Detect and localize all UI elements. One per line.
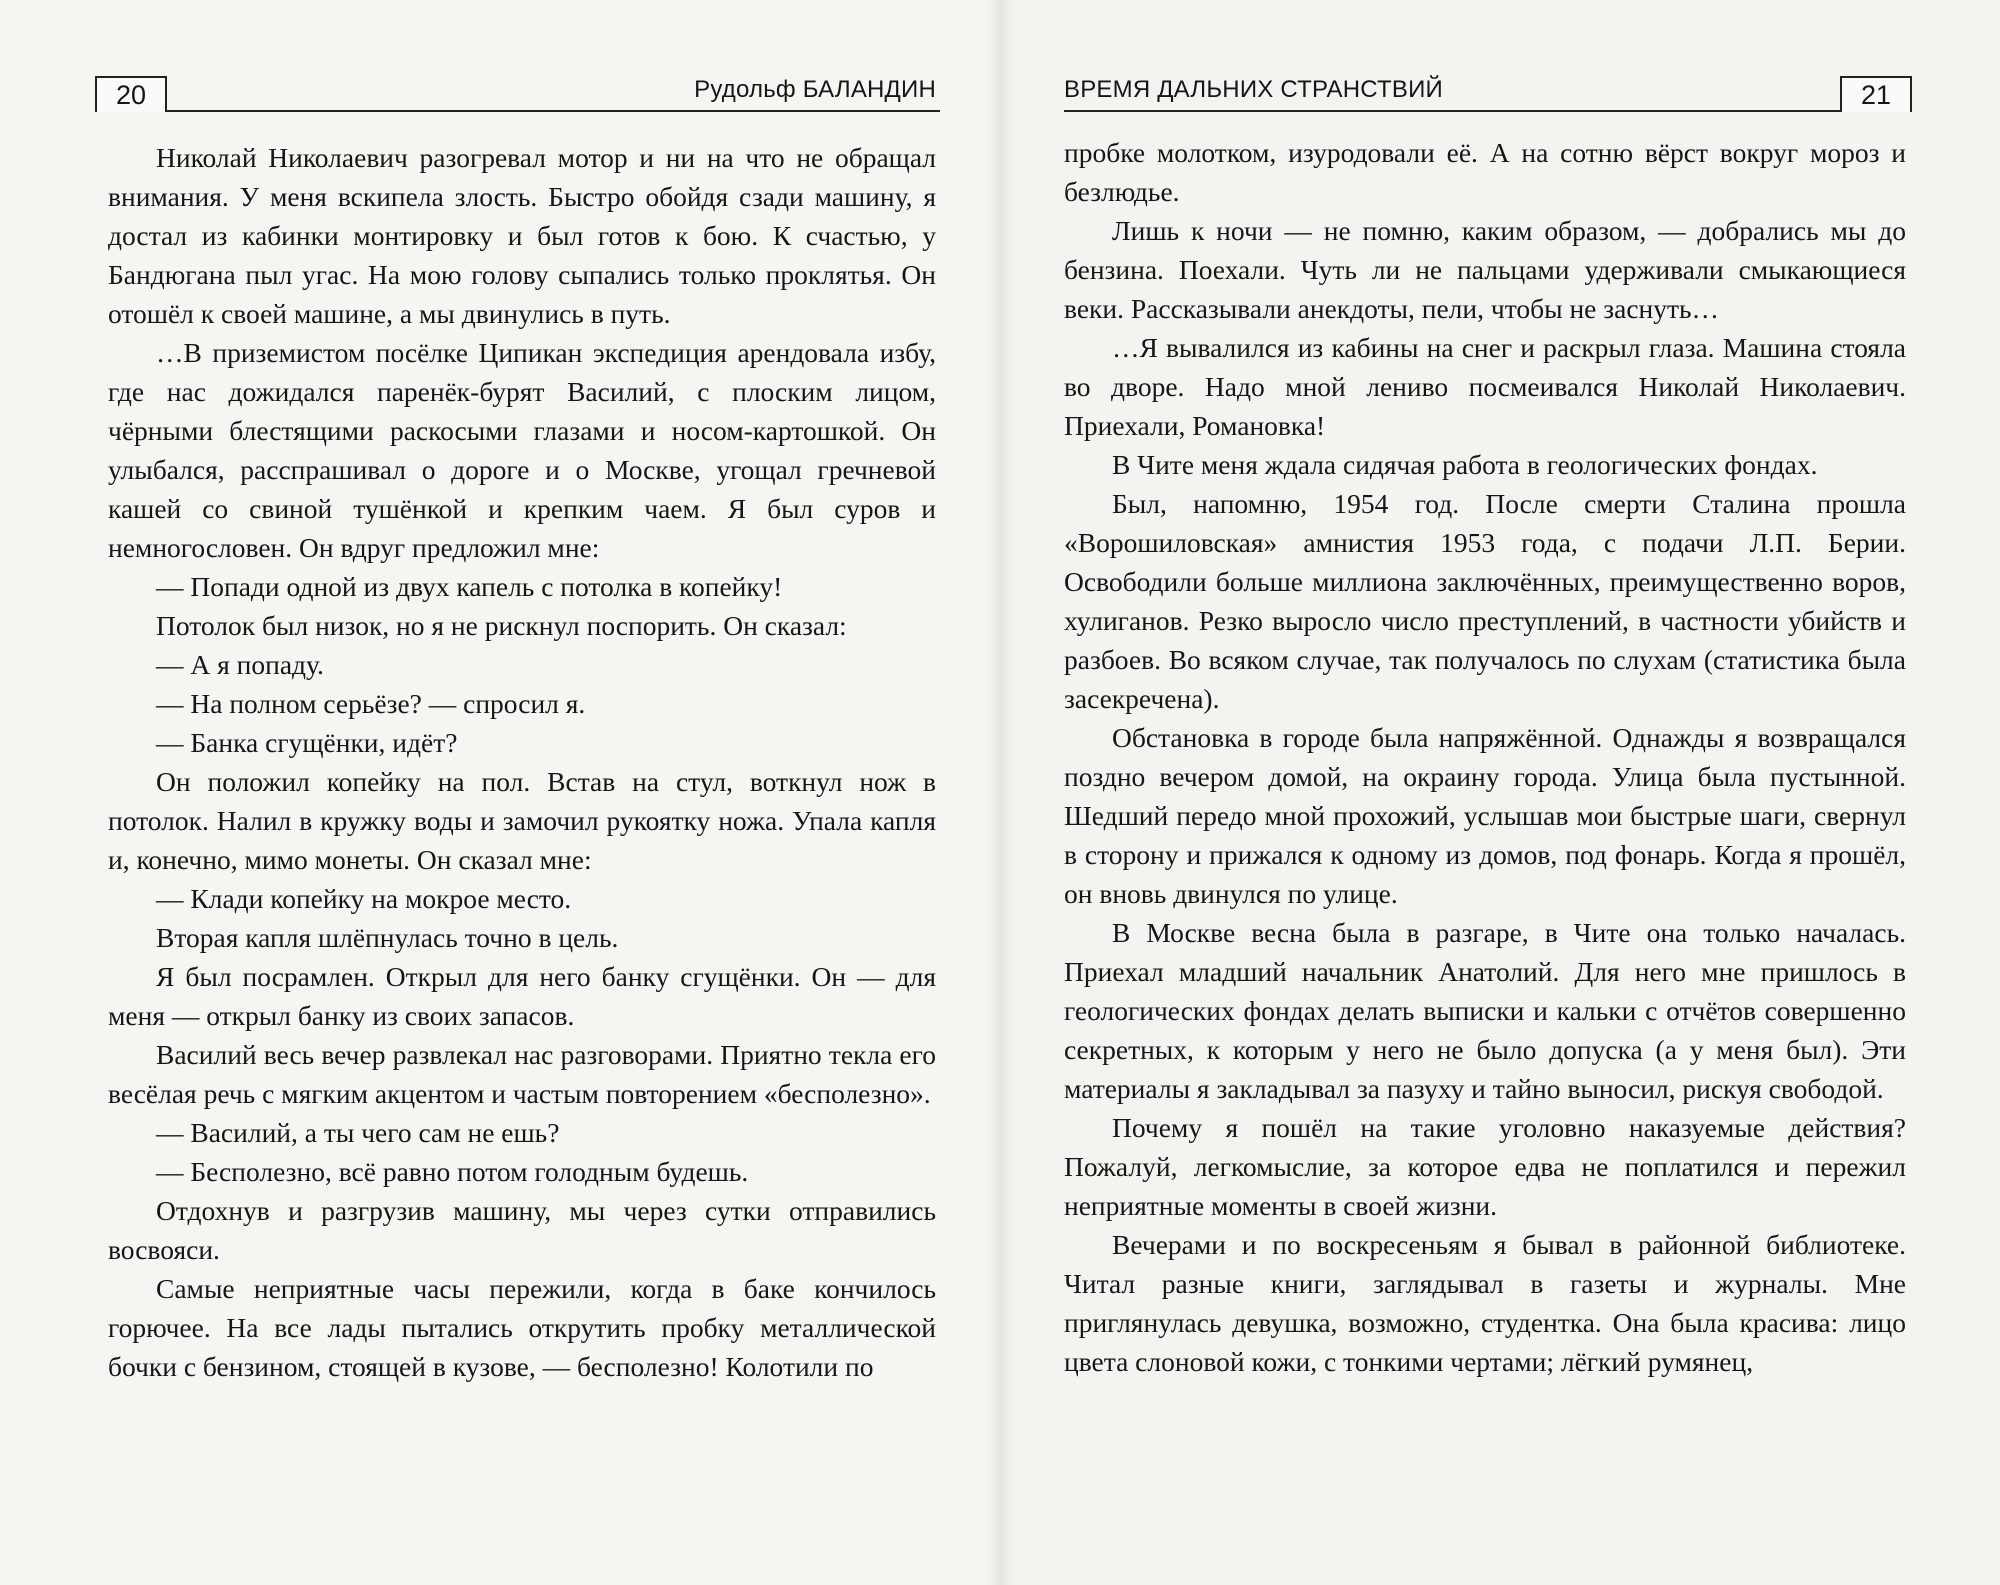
dialogue-line: — А я попаду. <box>156 649 324 680</box>
right-page <box>1000 0 2000 1585</box>
right-page-header <box>1064 68 1912 112</box>
paragraph: Василий весь вечер развлекал нас разговорами. Приятно текла его весёлая речь с мягким акцентом и частым повторением «бесполезно». <box>108 1039 936 1109</box>
paragraph: …В приземистом посёлке Ципикан экспедиция арендовала избу, где нас дожидался паренёк-бурят Василий, с плоским лицом, чёрными блестящими раскосыми глазами и носом-картошкой. Он улыбался, расспрашивал о дороге и о Москве, угощал гречневой кашей со свиной тушёнкой и крепким чаем. Я был суров и немногословен. Он вдруг предложил мне: <box>108 337 936 563</box>
paragraph: Он положил копейку на пол. Встав на стул, воткнул нож в потолок. Налил в кружку воды и замочил рукоятку ножа. Упала капля и, конечно, мимо монеты. Он сказал мне: <box>108 766 936 875</box>
paragraph: Николай Николаевич разогревал мотор и ни на что не обращал внимания. У меня вскипела злость. Быстро обойдя сзади машину, я достал из кабинки монтировку и был готов к бою. К счастью, у Бандюгана пыл угас. На мою голову сыпались только проклятья. Он отошёл к своей машине, а мы двинулись в путь. <box>108 142 936 329</box>
paragraph: Самые неприятные часы пережили, когда в баке кончилось горючее. На все лады пытались открутить пробку металлической бочки с бензином, стоящей в кузове, — бесполезно! Колотили по <box>108 1273 936 1382</box>
right-page-body <box>1064 133 1906 1381</box>
paragraph: В Москве весна была в разгаре, в Чите она только началась. Приехал младший начальник Анатолий. Для него мне пришлось в геологических фондах делать выписки и кальки с отчётов совершенно секретных, к которым у него не было допуска (а у меня был). Эти материалы я закладывал за пазуху и тайно выносил, рискуя свободой. <box>1064 917 1906 1104</box>
dialogue-line: — Клади копейку на мокрое место. <box>156 883 572 914</box>
left-page-header <box>95 68 940 112</box>
dialogue-line: — Банка сгущёнки, идёт? <box>156 727 458 758</box>
paragraph: …Я вывалился из кабины на снег и раскрыл глаза. Машина стояла во дворе. Надо мной лениво посмеивался Николай Николаевич. Приехали, Романовка! <box>1064 332 1906 441</box>
paragraph: В Чите меня ждала сидячая работа в геологических фондах. <box>1112 449 1818 480</box>
paragraph: Обстановка в городе была напряжённой. Однажды я возвращался поздно вечером домой, на окраину города. Улица была пустынной. Шедший передо мной прохожий, услышав мои быстрые шаги, свернул в сторону и прижался к одному из домов, под фонарь. Когда я прошёл, он вновь двинулся по улице. <box>1064 722 1906 909</box>
dialogue-line: — Попади одной из двух капель с потолка в копейку! <box>156 571 783 602</box>
page-number-left: 20 <box>95 76 167 112</box>
dialogue-line: — На полном серьёзе? — спросил я. <box>156 688 586 719</box>
paragraph: Лишь к ночи — не помню, каким образом, — добрались мы до бензина. Поехали. Чуть ли не пальцами удерживали смыкающиеся веки. Рассказывали анекдоты, пели, чтобы не заснуть… <box>1064 215 1906 324</box>
paragraph: Был, напомню, 1954 год. После смерти Сталина прошла «Ворошиловская» амнистия 1953 года, с подачи Л.П. Берии. Освободили больше миллиона заключённых, преимущественно воров, хулиганов. Резко выросло число преступлений, в частности убийств и разбоев. Во всяком случае, так получалось по слухам (статистика была засекречена). <box>1064 488 1906 714</box>
paragraph: Почему я пошёл на такие уголовно наказуемые действия? Пожалуй, легкомыслие, за которое едва не поплатился и пережил неприятные моменты в своей жизни. <box>1064 1112 1906 1221</box>
paragraph: Потолок был низок, но я не рискнул поспорить. Он сказал: <box>156 610 847 641</box>
left-page-body <box>108 138 936 1386</box>
paragraph: Вечерами и по воскресеньям я бывал в районной библиотеке. Читал разные книги, заглядывал в газеты и журналы. Мне приглянулась девушка, возможно, студентка. Она была красива: лицо цвета слоновой кожи, с тонкими чертами; лёгкий румянец, <box>1064 1229 1906 1377</box>
dialogue-line: — Василий, а ты чего сам не ешь? <box>156 1117 560 1148</box>
book-gutter <box>985 0 1015 1585</box>
running-head-title: ВРЕМЯ ДАЛЬНИХ СТРАНСТВИЙ <box>1064 76 1444 103</box>
running-head-author: Рудольф БАЛАНДИН <box>694 76 936 103</box>
paragraph: Я был посрамлен. Открыл для него банку сгущёнки. Он — для меня — открыл банку из своих запасов. <box>108 961 936 1031</box>
dialogue-line: — Бесполезно, всё равно потом голодным будешь. <box>156 1156 749 1187</box>
page-number-right: 21 <box>1840 76 1912 112</box>
paragraph: Вторая капля шлёпнулась точно в цель. <box>156 922 619 953</box>
paragraph-continuation: пробке молотком, изуродовали её. А на сотню вёрст вокруг мороз и безлюдье. <box>1064 137 1906 207</box>
paragraph: Отдохнув и разгрузив машину, мы через сутки отправились восвояси. <box>108 1195 936 1265</box>
